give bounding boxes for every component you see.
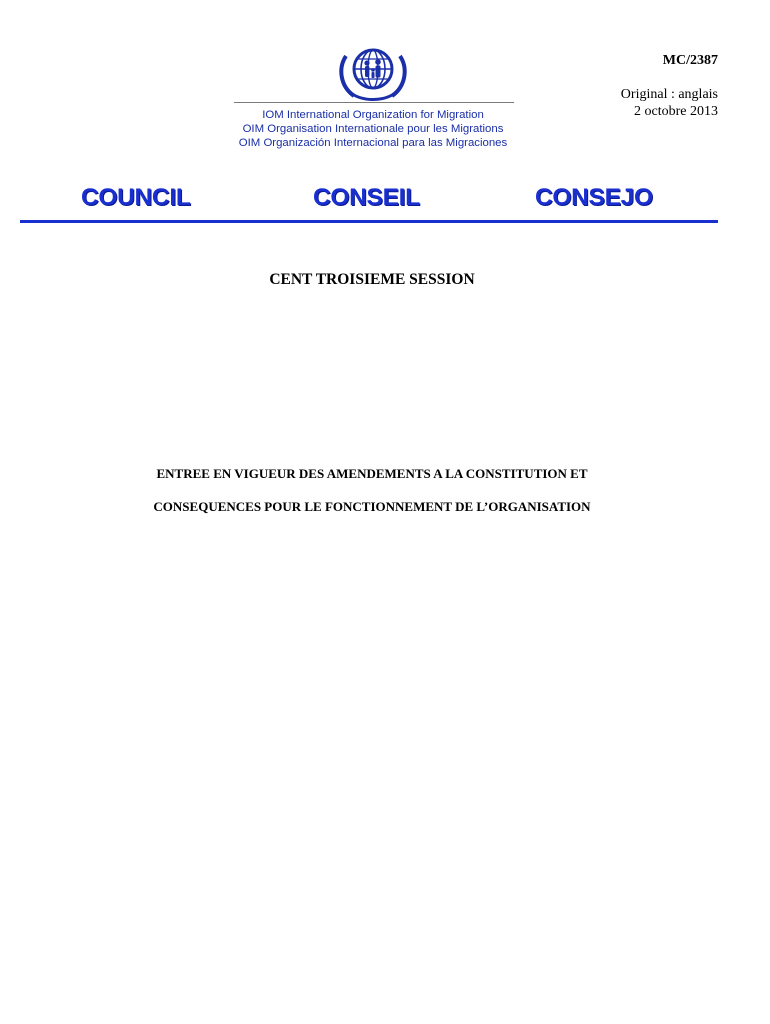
document-code: MC/2387 xyxy=(662,53,718,68)
organization-names xyxy=(228,108,518,150)
banner-rule xyxy=(20,220,718,223)
council-english: COUNCIL xyxy=(81,184,191,211)
logo-rule xyxy=(234,102,514,103)
session-heading: CENT TROISIEME SESSION xyxy=(269,271,475,288)
council-spanish: CONSEJO xyxy=(535,184,653,211)
original-language: Original : anglais xyxy=(620,87,718,102)
org-name-spanish: OIM Organización Internacional para las Migraciones xyxy=(238,137,508,149)
council-banner xyxy=(20,184,718,220)
title-line-2: CONSEQUENCES POUR LE FONCTIONNEMENT DE L’ORGANISATION xyxy=(153,499,591,514)
title-line-1: ENTREE EN VIGUEUR DES AMENDEMENTS A LA CONSTITUTION ET xyxy=(156,466,588,481)
document-date: 2 octobre 2013 xyxy=(634,104,718,119)
document-title xyxy=(0,457,744,523)
document-reference xyxy=(621,52,718,120)
org-name-english: IOM International Organization for Migration xyxy=(262,109,484,121)
council-french: CONSEIL xyxy=(313,184,420,211)
iom-logo xyxy=(334,42,412,104)
org-name-french: OIM Organisation Internationale pour les Migrations xyxy=(242,123,504,135)
